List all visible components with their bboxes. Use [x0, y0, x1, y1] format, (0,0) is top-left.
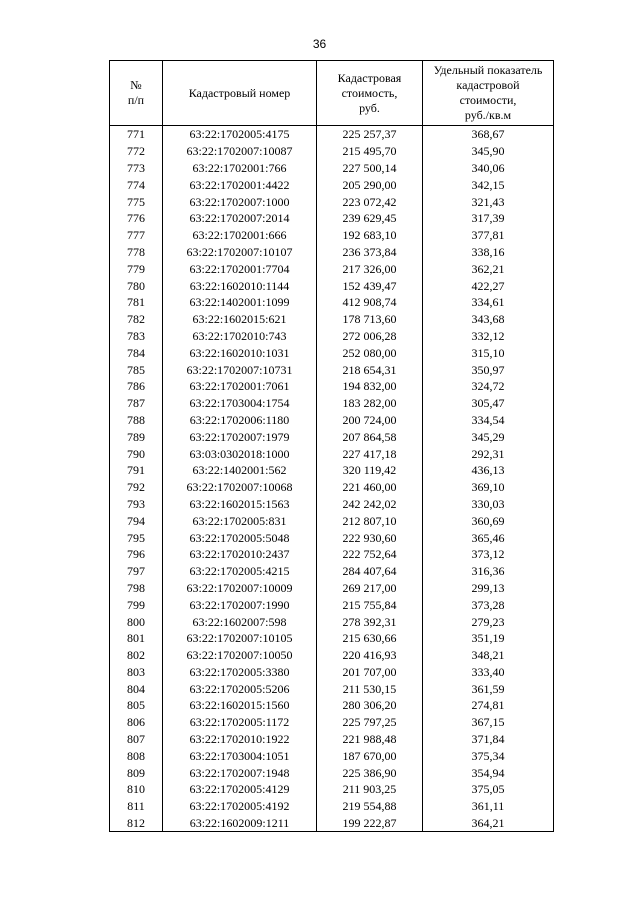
- cell-cadastral-value: 222 930,60: [317, 529, 423, 546]
- cell-specific-indicator: 365,46: [423, 529, 554, 546]
- cell-cadastral-number: 63:22:1702005:831: [163, 512, 317, 529]
- cell-cadastral-number: 63:22:1702010:2437: [163, 546, 317, 563]
- cell-specific-indicator: 373,12: [423, 546, 554, 563]
- header-specific-indicator-line: кадастровой: [456, 78, 520, 92]
- cell-specific-indicator: 332,12: [423, 328, 554, 345]
- cell-cadastral-value: 221 460,00: [317, 479, 423, 496]
- cell-cadastral-value: 221 988,48: [317, 731, 423, 748]
- cell-specific-indicator: 368,67: [423, 126, 554, 143]
- cell-row-number: 812: [110, 815, 163, 832]
- cell-specific-indicator: 317,39: [423, 210, 554, 227]
- table-row: [110, 462, 554, 479]
- header-specific-indicator-line: руб./кв.м: [464, 108, 512, 122]
- table-row: [110, 798, 554, 815]
- cell-specific-indicator: 375,05: [423, 781, 554, 798]
- cell-cadastral-value: 225 386,90: [317, 764, 423, 781]
- cell-specific-indicator: 279,23: [423, 613, 554, 630]
- cell-cadastral-value: 217 326,00: [317, 260, 423, 277]
- table-row: [110, 580, 554, 597]
- cell-cadastral-number: 63:22:1702001:7704: [163, 260, 317, 277]
- cell-row-number: 786: [110, 378, 163, 395]
- cell-row-number: 811: [110, 798, 163, 815]
- cell-cadastral-value: 239 629,45: [317, 210, 423, 227]
- cell-cadastral-number: 63:22:1602015:1560: [163, 697, 317, 714]
- cell-cadastral-value: 220 416,93: [317, 647, 423, 664]
- cell-cadastral-number: 63:22:1702007:10068: [163, 479, 317, 496]
- cell-cadastral-value: 225 797,25: [317, 714, 423, 731]
- cell-cadastral-number: 63:22:1702005:4215: [163, 563, 317, 580]
- cell-cadastral-value: 284 407,64: [317, 563, 423, 580]
- cell-cadastral-value: 194 832,00: [317, 378, 423, 395]
- cell-specific-indicator: 274,81: [423, 697, 554, 714]
- page-number: 36: [312, 37, 327, 51]
- cell-cadastral-number: 63:22:1702007:2014: [163, 210, 317, 227]
- header-specific-indicator-line: Удельный показатель: [433, 63, 543, 77]
- table-row: [110, 647, 554, 664]
- cell-cadastral-value: 201 707,00: [317, 664, 423, 681]
- cell-specific-indicator: 361,59: [423, 680, 554, 697]
- cell-specific-indicator: 305,47: [423, 395, 554, 412]
- table-row: [110, 143, 554, 160]
- cell-specific-indicator: 334,61: [423, 294, 554, 311]
- cell-row-number: 803: [110, 664, 163, 681]
- cell-row-number: 781: [110, 294, 163, 311]
- cell-cadastral-value: 227 417,18: [317, 445, 423, 462]
- header-cadastral-value-line: руб.: [359, 100, 380, 115]
- cell-cadastral-value: 183 282,00: [317, 395, 423, 412]
- cell-row-number: 776: [110, 210, 163, 227]
- cell-cadastral-number: 63:22:1702007:10050: [163, 647, 317, 664]
- cell-specific-indicator: 361,11: [423, 798, 554, 815]
- cell-cadastral-value: 192 683,10: [317, 227, 423, 244]
- header-specific-indicator-line: стоимости,: [459, 93, 517, 107]
- cell-row-number: 773: [110, 160, 163, 177]
- table-row: [110, 344, 554, 361]
- cell-cadastral-number: 63:03:0302018:1000: [163, 445, 317, 462]
- cell-specific-indicator: 369,10: [423, 479, 554, 496]
- cell-row-number: 788: [110, 412, 163, 429]
- cell-specific-indicator: 345,90: [423, 143, 554, 160]
- table-row: [110, 328, 554, 345]
- table-body: [110, 126, 554, 832]
- cell-cadastral-value: 225 257,37: [317, 126, 423, 143]
- cell-cadastral-value: 219 554,88: [317, 798, 423, 815]
- table-row: [110, 445, 554, 462]
- header-cadastral-value-line: Кадастровая: [337, 70, 402, 85]
- cell-row-number: 779: [110, 260, 163, 277]
- cell-cadastral-value: 278 392,31: [317, 613, 423, 630]
- cell-row-number: 775: [110, 193, 163, 210]
- cell-row-number: 772: [110, 143, 163, 160]
- cell-cadastral-number: 63:22:1702007:1000: [163, 193, 317, 210]
- cell-cadastral-value: 200 724,00: [317, 412, 423, 429]
- cell-cadastral-number: 63:22:1703004:1754: [163, 395, 317, 412]
- cell-specific-indicator: 348,21: [423, 647, 554, 664]
- cell-cadastral-value: 280 306,20: [317, 697, 423, 714]
- cell-cadastral-number: 63:22:1702005:1172: [163, 714, 317, 731]
- cell-cadastral-value: 199 222,87: [317, 815, 423, 832]
- cell-row-number: 783: [110, 328, 163, 345]
- cell-cadastral-number: 63:22:1702007:10105: [163, 630, 317, 647]
- table-row: [110, 596, 554, 613]
- cell-specific-indicator: 375,34: [423, 747, 554, 764]
- table-row: [110, 193, 554, 210]
- cell-row-number: 809: [110, 764, 163, 781]
- table-row: [110, 126, 554, 143]
- cell-cadastral-number: 63:22:1703004:1051: [163, 747, 317, 764]
- cell-cadastral-value: 269 217,00: [317, 580, 423, 597]
- header-cadastral-value: [317, 61, 423, 126]
- table-row: [110, 294, 554, 311]
- cell-row-number: 810: [110, 781, 163, 798]
- cell-cadastral-number: 63:22:1702007:10107: [163, 244, 317, 261]
- cell-specific-indicator: 342,15: [423, 176, 554, 193]
- table-row: [110, 260, 554, 277]
- cell-row-number: 784: [110, 344, 163, 361]
- cell-row-number: 792: [110, 479, 163, 496]
- cell-specific-indicator: 377,81: [423, 227, 554, 244]
- table-row: [110, 747, 554, 764]
- table-row: [110, 781, 554, 798]
- header-cadastral-number-line: Кадастровый номер: [188, 85, 291, 100]
- cell-specific-indicator: 321,43: [423, 193, 554, 210]
- cell-cadastral-value: 215 630,66: [317, 630, 423, 647]
- cell-cadastral-value: 222 752,64: [317, 546, 423, 563]
- table-row: [110, 378, 554, 395]
- cell-cadastral-number: 63:22:1702001:4422: [163, 176, 317, 193]
- cell-cadastral-number: 63:22:1702007:1979: [163, 428, 317, 445]
- table-row: [110, 227, 554, 244]
- table-row: [110, 210, 554, 227]
- cell-row-number: 771: [110, 126, 163, 143]
- cell-cadastral-value: 207 864,58: [317, 428, 423, 445]
- table-row: [110, 479, 554, 496]
- cell-row-number: 787: [110, 395, 163, 412]
- cell-row-number: 777: [110, 227, 163, 244]
- cell-row-number: 774: [110, 176, 163, 193]
- cell-row-number: 780: [110, 277, 163, 294]
- cell-row-number: 802: [110, 647, 163, 664]
- cell-specific-indicator: 436,13: [423, 462, 554, 479]
- cell-cadastral-value: 412 908,74: [317, 294, 423, 311]
- table-row: [110, 664, 554, 681]
- cell-cadastral-number: 63:22:1602009:1211: [163, 815, 317, 832]
- cell-cadastral-number: 63:22:1702005:3380: [163, 664, 317, 681]
- cell-specific-indicator: 422,27: [423, 277, 554, 294]
- header-cadastral-number: [163, 61, 317, 126]
- cell-specific-indicator: 362,21: [423, 260, 554, 277]
- cell-specific-indicator: 343,68: [423, 311, 554, 328]
- cell-cadastral-number: 63:22:1602010:1031: [163, 344, 317, 361]
- cell-cadastral-value: 242 242,02: [317, 496, 423, 513]
- cell-cadastral-number: 63:22:1702010:743: [163, 328, 317, 345]
- cell-row-number: 795: [110, 529, 163, 546]
- cell-cadastral-number: 63:22:1702007:1948: [163, 764, 317, 781]
- table-row: [110, 428, 554, 445]
- cell-specific-indicator: 340,06: [423, 160, 554, 177]
- cell-specific-indicator: 299,13: [423, 580, 554, 597]
- cell-cadastral-value: 215 495,70: [317, 143, 423, 160]
- header-no-line: №: [130, 78, 142, 92]
- cell-specific-indicator: 354,94: [423, 764, 554, 781]
- cell-row-number: 790: [110, 445, 163, 462]
- cell-cadastral-value: 187 670,00: [317, 747, 423, 764]
- cell-row-number: 778: [110, 244, 163, 261]
- cell-cadastral-value: 227 500,14: [317, 160, 423, 177]
- cell-cadastral-value: 223 072,42: [317, 193, 423, 210]
- cell-cadastral-number: 63:22:1702005:4192: [163, 798, 317, 815]
- table-row: [110, 176, 554, 193]
- cell-cadastral-number: 63:22:1402001:1099: [163, 294, 317, 311]
- cell-cadastral-number: 63:22:1602007:598: [163, 613, 317, 630]
- cell-cadastral-number: 63:22:1702006:1180: [163, 412, 317, 429]
- cell-cadastral-value: 205 290,00: [317, 176, 423, 193]
- cell-cadastral-value: 320 119,42: [317, 462, 423, 479]
- table-row: [110, 714, 554, 731]
- cadastral-value-table: [109, 60, 554, 832]
- cell-cadastral-number: 63:22:1702007:1990: [163, 596, 317, 613]
- header-no-line: п/п: [127, 93, 145, 107]
- table-row: [110, 630, 554, 647]
- cell-specific-indicator: 345,29: [423, 428, 554, 445]
- cell-row-number: 800: [110, 613, 163, 630]
- cell-row-number: 806: [110, 714, 163, 731]
- table-row: [110, 680, 554, 697]
- cell-cadastral-number: 63:22:1702005:5048: [163, 529, 317, 546]
- cell-row-number: 797: [110, 563, 163, 580]
- cell-row-number: 791: [110, 462, 163, 479]
- cell-cadastral-value: 215 755,84: [317, 596, 423, 613]
- cell-row-number: 789: [110, 428, 163, 445]
- cell-row-number: 807: [110, 731, 163, 748]
- table-row: [110, 613, 554, 630]
- table-row: [110, 731, 554, 748]
- table-row: [110, 277, 554, 294]
- cell-specific-indicator: 330,03: [423, 496, 554, 513]
- cell-cadastral-number: 63:22:1702001:7061: [163, 378, 317, 395]
- table-row: [110, 244, 554, 261]
- cell-row-number: 782: [110, 311, 163, 328]
- table-row: [110, 496, 554, 513]
- table-row: [110, 160, 554, 177]
- table-header: [110, 61, 554, 126]
- cell-row-number: 793: [110, 496, 163, 513]
- cell-row-number: 796: [110, 546, 163, 563]
- cell-row-number: 801: [110, 630, 163, 647]
- cell-cadastral-number: 63:22:1702007:10087: [163, 143, 317, 160]
- cell-specific-indicator: 367,15: [423, 714, 554, 731]
- cell-specific-indicator: 333,40: [423, 664, 554, 681]
- table-row: [110, 395, 554, 412]
- cell-cadastral-value: 218 654,31: [317, 361, 423, 378]
- cell-cadastral-value: 178 713,60: [317, 311, 423, 328]
- cell-cadastral-value: 252 080,00: [317, 344, 423, 361]
- cell-cadastral-value: 272 006,28: [317, 328, 423, 345]
- table-row: [110, 697, 554, 714]
- cell-cadastral-value: 212 807,10: [317, 512, 423, 529]
- cell-specific-indicator: 315,10: [423, 344, 554, 361]
- cell-specific-indicator: 350,97: [423, 361, 554, 378]
- cell-cadastral-number: 63:22:1702001:666: [163, 227, 317, 244]
- header-no: [110, 61, 163, 126]
- header-specific-indicator: [423, 61, 554, 126]
- table-row: [110, 815, 554, 832]
- cell-cadastral-number: 63:22:1602010:1144: [163, 277, 317, 294]
- cell-cadastral-number: 63:22:1702010:1922: [163, 731, 317, 748]
- cell-cadastral-value: 211 530,15: [317, 680, 423, 697]
- header-row: [110, 61, 554, 126]
- cell-cadastral-number: 63:22:1702007:10009: [163, 580, 317, 597]
- cell-cadastral-value: 236 373,84: [317, 244, 423, 261]
- cell-cadastral-number: 63:22:1602015:1563: [163, 496, 317, 513]
- cell-specific-indicator: 292,31: [423, 445, 554, 462]
- cell-row-number: 798: [110, 580, 163, 597]
- cell-specific-indicator: 334,54: [423, 412, 554, 429]
- cell-cadastral-number: 63:22:1702005:5206: [163, 680, 317, 697]
- cell-cadastral-number: 63:22:1702007:10731: [163, 361, 317, 378]
- table-row: [110, 529, 554, 546]
- header-cadastral-value-line: стоимость,: [341, 85, 398, 100]
- cell-row-number: 808: [110, 747, 163, 764]
- cell-specific-indicator: 351,19: [423, 630, 554, 647]
- cell-specific-indicator: 364,21: [423, 815, 554, 832]
- table-row: [110, 512, 554, 529]
- cell-row-number: 794: [110, 512, 163, 529]
- cell-cadastral-number: 63:22:1602015:621: [163, 311, 317, 328]
- cell-row-number: 805: [110, 697, 163, 714]
- table-row: [110, 764, 554, 781]
- cell-specific-indicator: 316,36: [423, 563, 554, 580]
- cell-cadastral-number: 63:22:1702001:766: [163, 160, 317, 177]
- cell-specific-indicator: 373,28: [423, 596, 554, 613]
- table-row: [110, 412, 554, 429]
- cell-cadastral-number: 63:22:1702005:4129: [163, 781, 317, 798]
- cell-cadastral-value: 152 439,47: [317, 277, 423, 294]
- cell-cadastral-number: 63:22:1402001:562: [163, 462, 317, 479]
- cell-row-number: 799: [110, 596, 163, 613]
- cell-cadastral-number: 63:22:1702005:4175: [163, 126, 317, 143]
- cell-cadastral-value: 211 903,25: [317, 781, 423, 798]
- table-row: [110, 311, 554, 328]
- cell-row-number: 785: [110, 361, 163, 378]
- table-row: [110, 361, 554, 378]
- table-row: [110, 546, 554, 563]
- cell-specific-indicator: 324,72: [423, 378, 554, 395]
- table-row: [110, 563, 554, 580]
- cell-specific-indicator: 371,84: [423, 731, 554, 748]
- cell-row-number: 804: [110, 680, 163, 697]
- cell-specific-indicator: 338,16: [423, 244, 554, 261]
- cell-specific-indicator: 360,69: [423, 512, 554, 529]
